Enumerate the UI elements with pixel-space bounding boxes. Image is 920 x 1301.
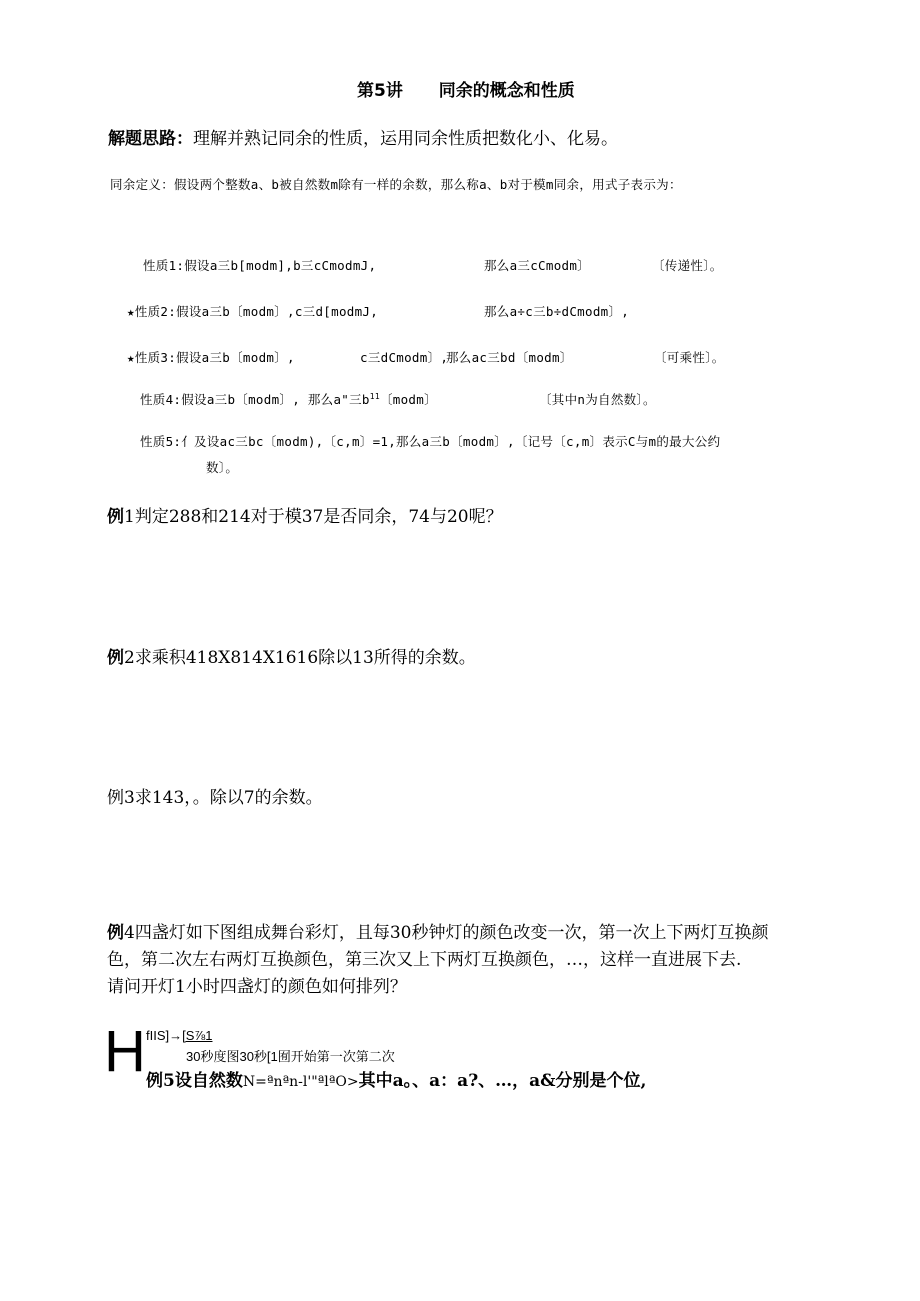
example-1: [107, 502, 503, 527]
property-1-main: 性质1:假设a三b[modm],b三cCmodmJ,: [143, 258, 377, 273]
example-5: [146, 1066, 646, 1091]
example-2-label: 例: [107, 648, 124, 668]
title-lecture-number: 第5讲: [357, 81, 403, 101]
figure-row1-b: [S⅞1: [182, 1028, 213, 1043]
property-2-then: 那么a÷c三b÷dCmodm〕,: [484, 304, 630, 319]
property-4-text: 性质4:假设a三b〔modm〕, 那么a"三b: [140, 392, 370, 407]
example-4-text-line1: 4四盏灯如下图组成舞台彩灯，且每30秒钟灯的颜色改变一次，第一次上下两灯互换颜: [124, 923, 769, 943]
property-3-main: ★性质3:假设a三b〔modm〕,: [127, 350, 295, 365]
example-3-text: 例3求143，。除以7的余数。: [107, 788, 323, 808]
example-1-text: 1判定288和214对于模37是否同余，74与20呢？: [124, 507, 503, 527]
approach-label: 解题思路：: [108, 129, 193, 149]
figure-row2: 30秒度图30秒[1囿开始第一次第二次: [186, 1049, 395, 1064]
title-topic: 同余的概念和性质: [438, 81, 575, 101]
definition-text: 同余定义：假设两个整数a、b被自然数m除有一样的余数，那么称a、b对于模m同余，用式子表示为：: [110, 177, 682, 192]
property-3-mid: c三dCmodm〕,: [360, 350, 449, 365]
example-1-label: 例: [107, 507, 124, 527]
figure-big-letter: H: [104, 1019, 146, 1084]
property-2-main: ★性质2:假设a三b〔modm〕,c三d[modmJ,: [127, 304, 379, 319]
example-4-line1: [107, 918, 768, 943]
example-4-label: 例: [107, 923, 124, 943]
property-1-then: 那么a三cCmodm〕: [484, 258, 590, 273]
property-5-line1: 性质5:亻及设ac三bc〔modm),〔c,m〕=1,那么a三b〔modm〕,〔记号〔c,m〕表示C与m的最大公约: [140, 434, 721, 449]
example-4-line2: 色，第二次左右两灯互换颜色，第三次又上下两灯互换颜色，…，这样一直进展下去.: [107, 950, 742, 970]
example-2-text: 2求乘积418X814X1616除以13所得的余数。: [124, 648, 476, 668]
figure-row1-a: fIIS]→: [146, 1028, 183, 1043]
property-3-then: 那么ac三bd〔modm〕: [446, 350, 573, 365]
example-5-formula: N=ªnªn-l'"ªlªO>: [242, 1074, 359, 1090]
approach-line: [108, 124, 618, 149]
example-4-line3: 请问开灯1小时四盏灯的颜色如何排列？: [107, 977, 407, 997]
page-title: [357, 76, 575, 101]
property-4-tail: 〔modm〕: [379, 392, 437, 407]
property-4-superscript: 11: [369, 391, 380, 401]
property-1-note: 〔传递性〕。: [652, 258, 723, 273]
example-2: [107, 643, 476, 668]
figure-row1: [146, 1028, 212, 1043]
example-5-label: 例5设自然数: [146, 1071, 243, 1091]
approach-text: 理解并熟记同余的性质，运用同余性质把数化小、化易。: [193, 129, 618, 149]
property-5-line2: 数〕。: [206, 460, 239, 475]
property-3-note: 〔可乘性〕。: [654, 350, 725, 365]
property-4-main: [140, 390, 437, 408]
example-5-text: 其中a。、a：a?、…，a&分别是个位,: [358, 1071, 647, 1091]
property-4-note: 〔其中n为自然数〕。: [539, 392, 656, 407]
